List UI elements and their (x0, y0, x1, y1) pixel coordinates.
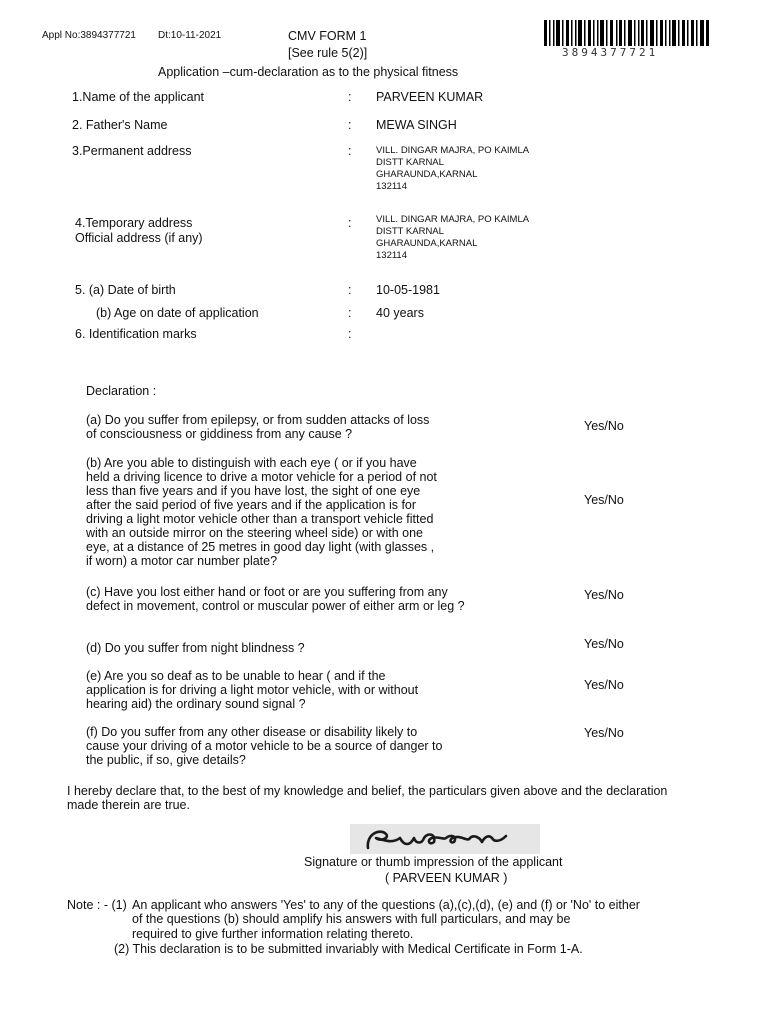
question-c: (c) Have you lost either hand or foot or are you suffering from any defect in movement, control or muscular power of either arm or leg ? (86, 585, 465, 613)
colon: : (348, 216, 352, 230)
note-1-prefix: Note : - (1) (67, 898, 127, 912)
question-a: (a) Do you suffer from epilepsy, or from sudden attacks of loss of consciousness or giddiness from any cause ? (86, 413, 430, 441)
temporary-address-line: VILL. DINGAR MAJRA, PO KAIMLA (376, 214, 530, 225)
form-subtitle: Application –cum-declaration as to the physical fitness (158, 65, 459, 79)
name-label: 1.Name of the applicant (72, 90, 205, 104)
temporary-address-line: GHARAUNDA,KARNAL (376, 238, 478, 249)
colon: : (348, 90, 352, 104)
yes-no-c: Yes/No (584, 588, 624, 602)
age-value: 40 years (376, 306, 424, 320)
yes-no-d: Yes/No (584, 637, 624, 651)
colon: : (348, 327, 352, 341)
yes-no-e: Yes/No (584, 678, 624, 692)
identification-marks-label: 6. Identification marks (75, 327, 197, 341)
dob-label: 5. (a) Date of birth (75, 283, 176, 297)
dob-value: 10-05-1981 (376, 283, 440, 297)
note-1-line: of the questions (b) should amplify his answers with full particulars, and may be (132, 912, 571, 926)
name-value: PARVEEN KUMAR (376, 90, 484, 104)
declaration-heading: Declaration : (86, 384, 157, 398)
yes-no-b: Yes/No (584, 493, 624, 507)
question-b: (b) Are you able to distinguish with each eye ( or if you have held a driving licence to drive a motor vehicle for a period of not less than five years and if you have lost, the sight of one eye after the said period of five years and if the application is for driving a light motor vehicle other than a transport vehicle fitted with an outside mirror on the steering wheel side) or with one eye, at a distance of 25 metres in good day light (with glasses , if worn) a motor car number plate? (86, 456, 437, 568)
father-label: 2. Father's Name (72, 118, 168, 132)
note-2: (2) This declaration is to be submitted invariably with Medical Certificate in Form 1-A. (114, 942, 583, 956)
colon: : (348, 283, 352, 297)
note-1-line: An applicant who answers 'Yes' to any of the questions (a),(c),(d), (e) and (f) or 'No' to either (132, 898, 640, 912)
permanent-address-line: VILL. DINGAR MAJRA, PO KAIMLA (376, 145, 530, 156)
question-d: (d) Do you suffer from night blindness ? (86, 641, 305, 655)
declaration-statement: I hereby declare that, to the best of my knowledge and belief, the particulars given above and the declaration made therein are true. (67, 784, 668, 812)
yes-no-a: Yes/No (584, 419, 624, 433)
permanent-address-label: 3.Permanent address (72, 144, 192, 158)
note-1-line: required to give further information relating thereto. (132, 927, 414, 941)
permanent-address-line: DISTT KARNAL (376, 157, 444, 168)
permanent-address-line: GHARAUNDA,KARNAL (376, 169, 478, 180)
application-number: Appl No:3894377721 (42, 30, 136, 41)
colon: : (348, 144, 352, 158)
colon: : (348, 118, 352, 132)
yes-no-f: Yes/No (584, 726, 624, 740)
official-address-label: Official address (if any) (75, 231, 203, 245)
barcode-image (544, 20, 710, 46)
question-e: (e) Are you so deaf as to be unable to hear ( and if the application is for driving a light motor vehicle, with or without hearing aid) the ordinary sound signal ? (86, 669, 419, 711)
rule-reference: [See rule 5(2)] (288, 46, 368, 60)
applicant-signature-name: ( PARVEEN KUMAR ) (385, 871, 508, 885)
barcode-number: 3894377721 (562, 46, 659, 59)
permanent-address-line: 132114 (376, 181, 407, 192)
temporary-address-label: 4.Temporary address (75, 216, 193, 230)
colon: : (348, 306, 352, 320)
signature-image (350, 824, 540, 854)
age-label: (b) Age on date of application (96, 306, 259, 320)
temporary-address-line: DISTT KARNAL (376, 226, 444, 237)
application-date: Dt:10-11-2021 (158, 30, 222, 41)
temporary-address-line: 132114 (376, 250, 407, 261)
father-value: MEWA SINGH (376, 118, 457, 132)
form-title: CMV FORM 1 (288, 29, 367, 43)
question-f: (f) Do you suffer from any other disease or disability likely to cause your driving of a motor vehicle to be a source of danger to the public, if so, give details? (86, 725, 443, 767)
signature-caption: Signature or thumb impression of the applicant (304, 855, 563, 869)
